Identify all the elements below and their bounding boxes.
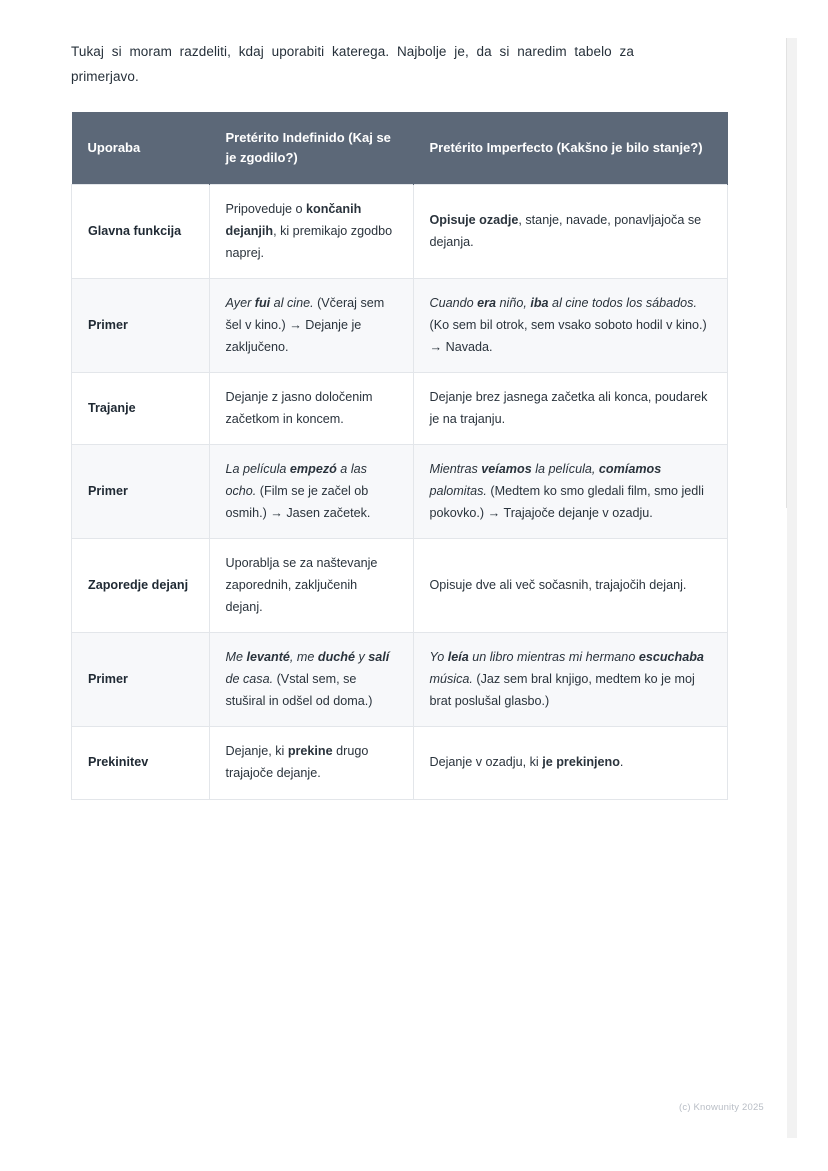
cell-indefinido: Me levanté, me duché y salí de casa. (Vstal sem, se stuširal in odšel od doma.)	[209, 633, 413, 727]
comparison-table	[71, 112, 728, 800]
cell-imperfecto: Dejanje v ozadju, ki je prekinjeno.	[413, 727, 727, 799]
document-content	[71, 0, 708, 800]
cell-imperfecto: Opisuje ozadje, stanje, navade, ponavljajoča se dejanja.	[413, 185, 727, 279]
table-header-row	[72, 112, 728, 185]
cell-imperfecto: Mientras veíamos la película, comíamos palomitas. (Medtem ko smo gledali film, smo jedli pokovko.) → Trajajoče dejanje v ozadju.	[413, 445, 727, 539]
row-label: Primer	[72, 279, 210, 373]
table-row	[72, 185, 728, 279]
table-row	[72, 373, 728, 445]
cell-indefinido: Ayer fui al cine. (Včeraj sem šel v kino.) → Dejanje je zaključeno.	[209, 279, 413, 373]
table-header	[72, 112, 728, 185]
cell-indefinido: Dejanje, ki prekine drugo trajajoče dejanje.	[209, 727, 413, 799]
row-label: Glavna funkcija	[72, 185, 210, 279]
row-label: Prekinitev	[72, 727, 210, 799]
table-row	[72, 633, 728, 727]
row-label: Zaporedje dejanj	[72, 539, 210, 633]
scrollbar-thumb[interactable]	[786, 38, 797, 508]
column-header-imperfecto: Pretérito Imperfecto (Kakšno je bilo stanje?)	[413, 112, 727, 185]
table-body	[72, 185, 728, 799]
table-row	[72, 279, 728, 373]
table-row	[72, 727, 728, 799]
cell-imperfecto: Dejanje brez jasnega začetka ali konca, poudarek je na trajanju.	[413, 373, 727, 445]
cell-imperfecto: Opisuje dve ali več sočasnih, trajajočih dejanj.	[413, 539, 727, 633]
row-label: Primer	[72, 633, 210, 727]
cell-indefinido: Dejanje z jasno določenim začetkom in koncem.	[209, 373, 413, 445]
cell-imperfecto: Yo leía un libro mientras mi hermano escuchaba música. (Jaz sem bral knjigo, medtem ko je moj brat poslušal glasbo.)	[413, 633, 727, 727]
cell-indefinido: Pripoveduje o končanih dejanjih, ki premikajo zgodbo naprej.	[209, 185, 413, 279]
column-header-indefinido: Pretérito Indefinido (Kaj se je zgodilo?)	[209, 112, 413, 185]
column-header-usage: Uporaba	[72, 112, 210, 185]
row-label: Primer	[72, 445, 210, 539]
watermark: (c) Knowunity 2025	[679, 1102, 764, 1113]
cell-indefinido: Uporablja se za naštevanje zaporednih, zaključenih dejanj.	[209, 539, 413, 633]
intro-paragraph: Tukaj si moram razdeliti, kdaj uporabiti katerega. Najbolje je, da si naredim tabelo za primerjavo.	[71, 44, 634, 84]
table-row	[72, 539, 728, 633]
row-label: Trajanje	[72, 373, 210, 445]
cell-indefinido: La película empezó a las ocho. (Film se je začel ob osmih.) → Jasen začetek.	[209, 445, 413, 539]
cell-imperfecto: Cuando era niño, iba al cine todos los sábados. (Ko sem bil otrok, sem vsako soboto hodil v kino.) → Navada.	[413, 279, 727, 373]
table-row	[72, 445, 728, 539]
